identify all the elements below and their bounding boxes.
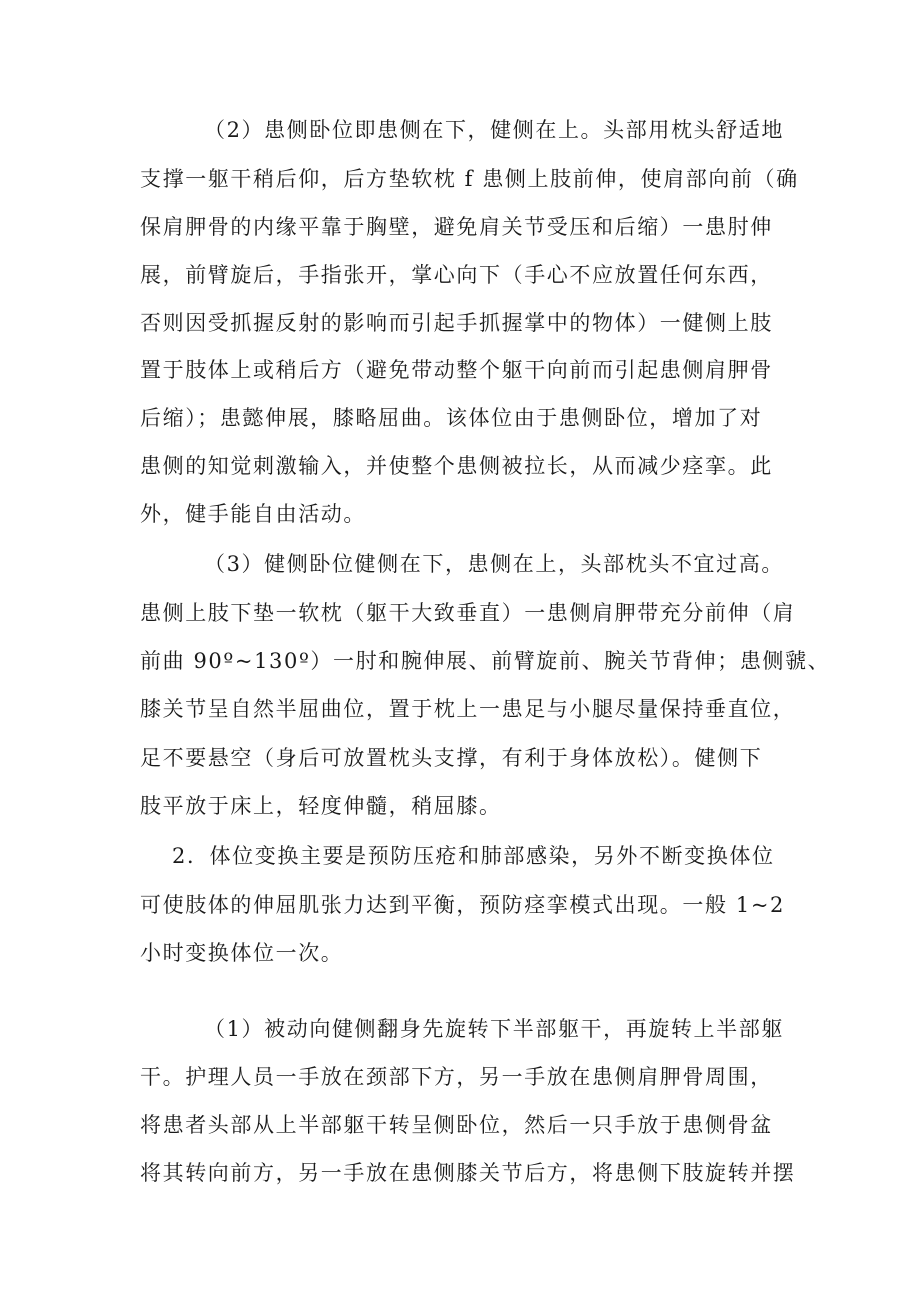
- text-line: 支撑一躯干稍后仰，后方垫软枕 f 患侧上肢前伸，使肩部向前（确: [140, 167, 799, 191]
- text-line: 可使肢体的伸屈肌张力达到平衡，预防痉挛模式出现。一般 1~2: [140, 893, 785, 917]
- text-line: 展，前臂旋后，手指张开，掌心向下（手心不应放置任何东西，: [140, 263, 773, 287]
- text-line: 置于肢体上或稍后方（避免带动整个躯干向前而引起患侧肩胛骨: [140, 358, 773, 382]
- text-line: 干。护理人员一手放在颈部下方，另一手放在患侧肩胛骨周围，: [140, 1065, 773, 1089]
- text-line: 将患者头部从上半部躯干转呈侧卧位，然后一只手放于患侧骨盆: [140, 1113, 773, 1137]
- text-line: （2）患侧卧位即患侧在下，健侧在上。头部用枕头舒适地: [204, 118, 784, 142]
- text-line: 保肩胛骨的内缘平靠于胸壁，避免肩关节受压和后缩）一患肘伸: [140, 215, 773, 239]
- text-line: （3）健侧卧位健侧在下，患侧在上，头部枕头不宜过高。: [204, 552, 784, 576]
- text-line: 将其转向前方，另一手放在患侧膝关节后方，将患侧下肢旋转并摆: [140, 1161, 796, 1185]
- text-line: 患侧上肢下垫一软枕（躯干大致垂直）一患侧肩胛带充分前伸（肩: [140, 601, 796, 625]
- text-line: 前曲 90º~130º）一肘和腕伸展、前臂旋前、腕关节背伸；患侧虢、: [140, 649, 831, 673]
- text-line: 小时变换体位一次。: [140, 941, 344, 965]
- text-line: 外，健手能自由活动。: [140, 502, 366, 526]
- text-line: 足不要悬空（身后可放置枕头支撑，有利于身体放松）。健侧下: [140, 746, 763, 770]
- text-line: 肢平放于床上，轻度伸髓，稍屈膝。: [140, 794, 502, 818]
- text-line: （1）被动向健侧翻身先旋转下半部躯干，再旋转上半部躯: [204, 1017, 784, 1041]
- text-line: 膝关节呈自然半屈曲位，置于枕上一患足与小腿尽量保持垂直位，: [140, 697, 796, 721]
- text-line: 否则因受抓握反射的影响而引起手抓握掌中的物体）一健侧上肢: [140, 311, 773, 335]
- text-line: 2．体位变换主要是预防压疮和肺部感染，另外不断变换体位: [172, 844, 775, 868]
- text-line: 后缩）；患懿伸展，膝略屈曲。该体位由于患侧卧位，增加了对: [140, 406, 763, 430]
- text-line: 患侧的知觉刺激输入，并使整个患侧被拉长，从而减少痉挛。此: [140, 454, 773, 478]
